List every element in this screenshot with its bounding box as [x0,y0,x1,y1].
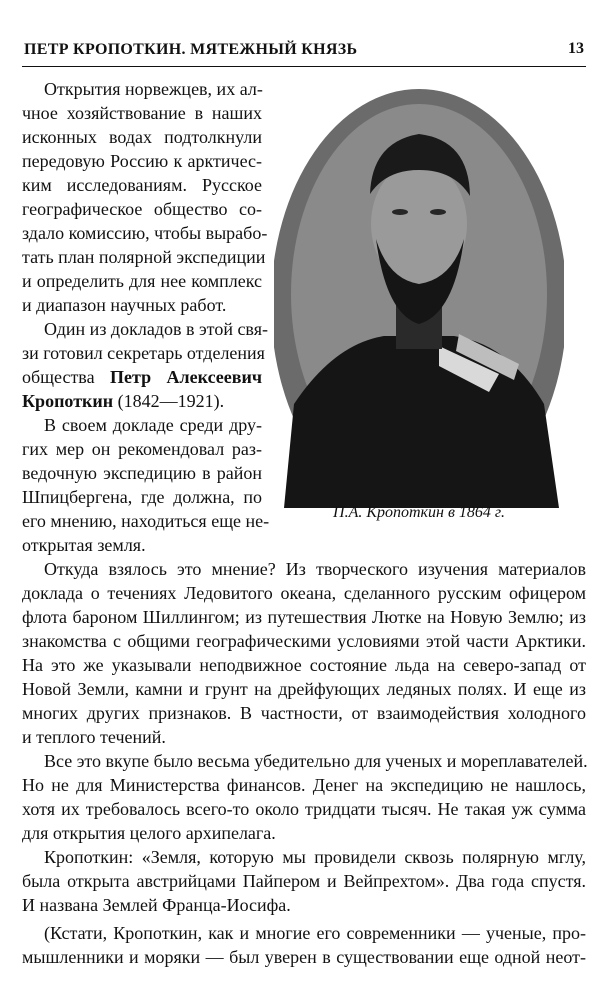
text-line: На это же указывали неподвижное состояние льда на северо-запад от [22,655,586,675]
portrait-caption: П.А. Кропоткин в 1864 г. [333,504,505,521]
text-line: Один из докладов в этой свя- [44,319,268,339]
text-run: общества [22,367,111,387]
text-line: Все это вкупе было весьма убедительно для ученых и мореплавателей. [44,751,588,771]
text-line: флота бароном Шиллингом; из путешествия Лютке на Новую Землю; из [22,607,586,627]
text-line: хотя их требовалось всего-то около тридцати тысяч. Не такая уж сумма [22,799,586,819]
text-line: Открытия норвежцев, их ал- [44,79,263,99]
text-line: для открытия целого архипелага. [22,823,276,843]
text-run: (1842—1921). [113,391,225,411]
text-line: открытая земля. [22,535,146,555]
text-line: многих других признаков. В частности, от взаимодействия холодного [22,703,586,723]
text-line: мышленники и моряки — был уверен в существовании еще одной неот- [22,947,586,967]
text-line: (Кстати, Кропоткин, как и многие его современники — ученые, про- [44,923,586,943]
text-line: гих мер он рекомендовал раз- [22,439,262,459]
text-line [22,389,262,413]
person-surname-bold: Кропоткин [22,391,114,411]
text-line: Новой Земли, камни и грунт на дрейфующих ледяных полях. И еще из [22,679,586,699]
text-line: И названа Землей Франца-Иосифа. [22,895,291,915]
text-line: зи готовил секретарь отделения [22,343,265,363]
text-line: передовую Россию к арктичес- [22,151,262,171]
text-line: Шпицбергена, где должна, по [22,487,262,507]
text-line: и определить для нее комплекс [22,271,262,291]
text-line [22,365,262,389]
text-line: его мнению, находиться еще не- [22,511,270,531]
text-line: здало комиссию, чтобы вырабо- [22,223,268,243]
person-name-bold: Петр Алексеевич [110,367,262,387]
text-line: Откуда взялось это мнение? Из творческого изучения материалов [44,559,586,579]
running-title: ПЕТР КРОПОТКИН. МЯТЕЖНЫЙ КНЯЗЬ [24,41,358,58]
text-line: ведочную экспедицию в район [22,463,262,483]
text-line: и диапазон научных работ. [22,295,227,315]
text-line: В своем докладе среди дру- [44,415,262,435]
text-line: чное хозяйствование в наших [22,103,262,123]
text-line: исконных водах подтолкнули [22,127,262,147]
text-line: Но не для Министерства финансов. Денег на экспедицию не нашлось, [22,775,586,795]
text-line: Кропоткин: «Земля, которую мы провидели сквозь полярную мглу, [44,847,586,867]
text-line: знакомства с общими географическими условиями этой части Арктики. [22,631,586,651]
page-number: 13 [568,40,584,57]
text-line: доклада о течениях Ледовитого океана, сделанного русским офицером [22,583,586,603]
text-line: и теплого течений. [22,727,166,747]
text-line: тать план полярной экспедиции [22,247,266,267]
text-line: ким исследованиям. Русское [22,175,262,195]
text-line: географическое общество со- [22,199,262,219]
text-line: была открыта австрийцами Пайпером и Вейпрехтом». Два года спустя. [22,871,586,891]
